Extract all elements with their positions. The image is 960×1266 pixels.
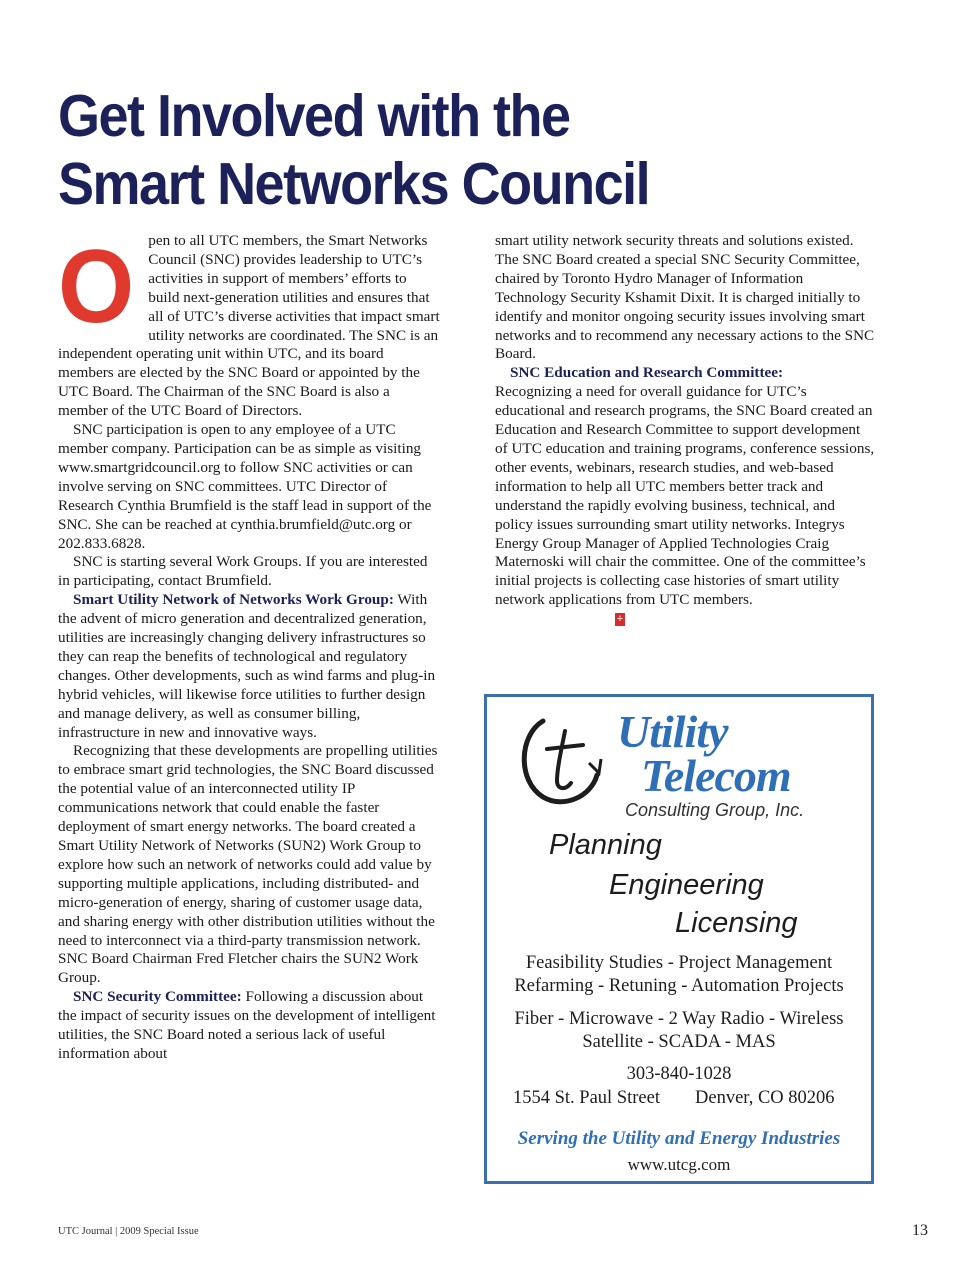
sun2-text: With the advent of micro generation and decentralized generation, utilities are increasingly changing delivery infrastructures so they can reap the benefits of technological and regulatory changes. Other developments, such as wind farms and plug-in hybrid vehicles, will likewise force utilities to further design and manage delivery, as well as consumer billing, infrastructure in new and innovative ways. bbox=[58, 591, 436, 741]
ad-tagline: Serving the Utility and Energy Industries bbox=[517, 1128, 841, 1149]
subhead-security: SNC Security Committee: bbox=[73, 988, 242, 1006]
service-engineering: Engineering bbox=[609, 869, 764, 901]
left-column bbox=[58, 227, 440, 1064]
service-licensing: Licensing bbox=[675, 907, 798, 939]
paragraph-participation: SNC participation is open to any employee of a UTC member company. Participation can be as simple as visiting www.smartgridcouncil.org to follow SNC activities or can involve serving on SNC committees. UTC Director of Research Cynthia Brumfield is the staff lead in support of the SNC. She can be reached at cynthia.brumfield@utc.org or 202.833.6828. bbox=[58, 421, 432, 552]
paragraph-security-continued: smart utility network security threats and solutions existed. The SNC Board created a special SNC Security Committee, chaired by Toronto Hydro Manager of Information Technology Security Kshamit Dixit. It is charged initially to identify and monitor ongoing security issues involving smart networks and to recommend any necessary actions to the SNC Board. bbox=[495, 232, 875, 363]
ad-phone: 303-840-1028 bbox=[626, 1064, 732, 1084]
paragraph-intro bbox=[58, 227, 440, 421]
subhead-sun2: Smart Utility Network of Networks Work Group: bbox=[73, 591, 394, 609]
service-planning: Planning bbox=[549, 829, 662, 861]
footer-publication: UTC Journal | 2009 Special Issue bbox=[58, 1226, 199, 1237]
utcg-logo-icon bbox=[513, 711, 603, 807]
subhead-education: SNC Education and Research Committee: bbox=[510, 364, 784, 382]
end-mark-icon: + bbox=[616, 613, 624, 626]
paragraph-sun2-board: Recognizing that these developments are propelling utilities to embrace smart grid technologies, the SNC Board discussed the potential value of an interconnected utility IP communications network that could enable the faster deployment of smart energy networks. The board created a Smart Utility Network of Networks (SUN2) Work Group to explore how such an network of networks could add value by supporting multiple applications, including distributed- and micro-generation of energy, sharing of customer usage data, and sharing energy with other distribution utilities without the need to interconnect via a third-party transmission network. SNC Board Chairman Fred Fletcher chairs the SUN2 Work Group. bbox=[58, 742, 438, 987]
ad-line-feasibility: Feasibility Studies - Project Management bbox=[525, 953, 833, 973]
company-name: Consulting Group, Inc. bbox=[625, 800, 805, 820]
ad-line-fiber: Fiber - Microwave - 2 Way Radio - Wireless bbox=[514, 1009, 844, 1029]
security-text: Following a discussion about the impact of security issues on the development of intelligent utilities, the SNC Board noted a serious lack of useful information about bbox=[58, 988, 436, 1062]
ad-street: 1554 St. Paul Street bbox=[513, 1088, 660, 1108]
paragraph-education-head bbox=[495, 364, 875, 383]
title-line-2: Smart Networks Council bbox=[58, 151, 650, 218]
article-title bbox=[58, 82, 738, 218]
paragraph-sun2 bbox=[58, 591, 440, 742]
paragraph-education bbox=[495, 383, 875, 629]
brand-utility: Utility bbox=[617, 706, 728, 757]
education-text: Recognizing a need for overall guidance for UTC’s educational and research programs, the SNC Board created an Education and Research Committee to support development of UTC education and training programs, conference sessions, other events, webinars, research studies, and web-based information to help all UTC members better track and understand the rapidly evolving business, technical, and policy issues surrounding smart utility networks. Integrys Energy Group Manager of Applied Technologies Craig Maternoski will chair the committee. One of the committee’s initial projects is collecting case histories of smart utility network applications from UTC members. bbox=[495, 383, 875, 609]
brand-telecom: Telecom bbox=[641, 750, 791, 801]
drop-cap: O bbox=[58, 227, 135, 345]
title-line-1: Get Involved with the bbox=[58, 83, 570, 150]
paragraph-security bbox=[58, 988, 440, 1064]
ad-city: Denver, CO 80206 bbox=[695, 1088, 835, 1108]
ad-url: www.utcg.com bbox=[627, 1155, 731, 1174]
paragraph-work-groups: SNC is starting several Work Groups. If you are interested in participating, contact Brumfield. bbox=[58, 553, 428, 590]
ad-line-refarming: Refarming - Retuning - Automation Projects bbox=[514, 976, 844, 996]
right-column bbox=[495, 232, 875, 629]
ad-line-satellite: Satellite - SCADA - MAS bbox=[582, 1032, 776, 1052]
utility-telecom-ad bbox=[484, 694, 874, 1184]
page-number: 13 bbox=[912, 1222, 928, 1239]
intro-text: pen to all UTC members, the Smart Networks Council (SNC) provides leadership to UTC’s activities in support of members’ efforts to build next-generation utilities and ensures that all of UTC’s diverse activities that impact smart utility networks are coordinated. The SNC is an independent operating unit within UTC, and its board members are elected by the SNC Board or appointed by the UTC Board. The Chairman of the SNC Board is also a member of the UTC Board of Directors. bbox=[58, 232, 440, 420]
